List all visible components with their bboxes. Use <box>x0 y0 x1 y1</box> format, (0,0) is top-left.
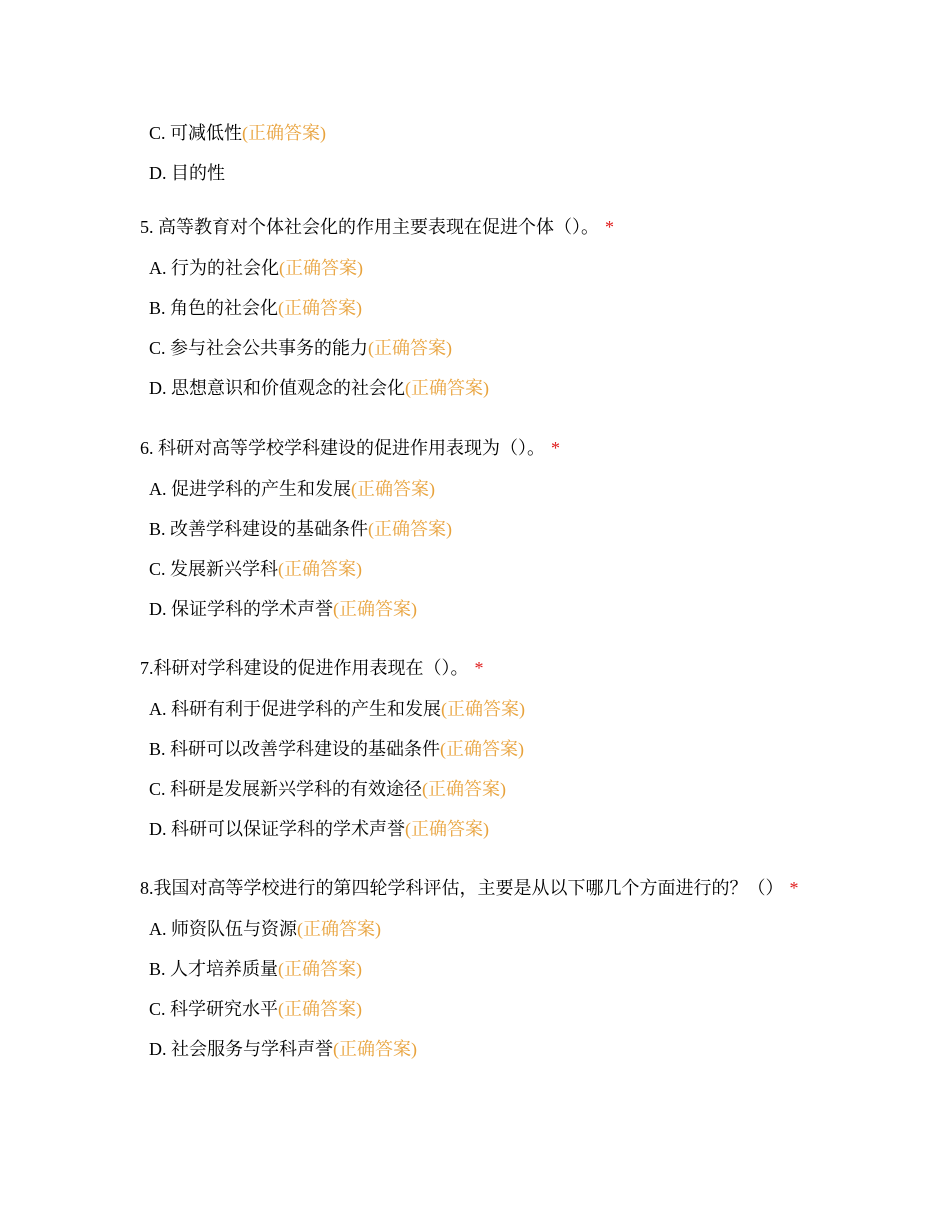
option-row <box>149 469 950 509</box>
option-row <box>149 549 950 589</box>
question-8 <box>0 872 950 1069</box>
required-mark: * <box>605 217 614 237</box>
option-letter: D. <box>149 163 167 183</box>
option-letter: B. <box>149 739 166 759</box>
question-title <box>140 432 800 464</box>
option-text: 思想意识和价值观念的社会化 <box>171 378 405 398</box>
option-row <box>149 689 950 729</box>
option-text: 发展新兴学科 <box>170 559 279 579</box>
option-text: 可减低性 <box>170 123 243 143</box>
option-row <box>149 949 950 989</box>
option-text: 社会服务与学科声誉 <box>171 1039 333 1059</box>
question-7 <box>0 652 950 849</box>
option-letter: C. <box>149 999 166 1019</box>
correct-answer-label: (正确答案) <box>368 338 453 358</box>
option-text: 科学研究水平 <box>170 999 279 1019</box>
correct-answer-label: (正确答案) <box>405 378 489 398</box>
option-row <box>149 769 950 809</box>
option-letter: D. <box>149 1039 167 1059</box>
option-letter: A. <box>149 919 167 939</box>
option-text: 目的性 <box>171 163 225 183</box>
option-row <box>149 328 950 368</box>
question-title <box>140 652 800 684</box>
correct-answer-label: (正确答案) <box>368 519 453 539</box>
correct-answer-label: (正确答案) <box>278 999 363 1019</box>
option-text: 科研有利于促进学科的产生和发展 <box>171 699 441 719</box>
option-letter: A. <box>149 699 167 719</box>
option-letter: D. <box>149 599 167 619</box>
option-letter: B. <box>149 519 166 539</box>
option-text: 行为的社会化 <box>171 258 279 278</box>
required-mark: * <box>474 658 484 678</box>
question-text: 8.我国对高等学校进行的第四轮学科评估，主要是从以下哪几个方面进行的？（） <box>140 878 784 898</box>
option-text: 科研是发展新兴学科的有效途径 <box>170 779 423 799</box>
correct-answer-label: (正确答案) <box>405 819 489 839</box>
question-5 <box>0 211 950 408</box>
option-row <box>149 288 950 328</box>
correct-answer-label: (正确答案) <box>278 959 363 979</box>
option-row <box>149 153 950 193</box>
option-row <box>149 509 950 549</box>
required-mark: * <box>789 878 799 898</box>
option-text: 人才培养质量 <box>170 959 279 979</box>
correct-answer-label: (正确答案) <box>441 699 525 719</box>
option-letter: B. <box>149 298 166 318</box>
option-row <box>149 909 950 949</box>
option-text: 科研可以改善学科建设的基础条件 <box>170 739 441 759</box>
option-letter: B. <box>149 959 166 979</box>
option-row <box>149 1029 950 1069</box>
correct-answer-label: (正确答案) <box>278 559 363 579</box>
correct-answer-label: (正确答案) <box>422 779 507 799</box>
correct-answer-label: (正确答案) <box>297 919 381 939</box>
option-text: 角色的社会化 <box>170 298 279 318</box>
option-letter: A. <box>149 479 167 499</box>
option-text: 改善学科建设的基础条件 <box>170 519 369 539</box>
correct-answer-label: (正确答案) <box>440 739 525 759</box>
option-letter: A. <box>149 258 167 278</box>
option-row <box>149 248 950 288</box>
correct-answer-label: (正确答案) <box>278 298 363 318</box>
option-row <box>149 113 950 153</box>
option-letter: C. <box>149 779 166 799</box>
option-row <box>149 809 950 849</box>
required-mark: * <box>551 438 560 458</box>
question-text: 5. 高等教育对个体社会化的作用主要表现在促进个体（）。 <box>140 217 599 237</box>
option-row <box>149 368 950 408</box>
option-text: 促进学科的产生和发展 <box>171 479 351 499</box>
option-row <box>149 989 950 1029</box>
option-letter: C. <box>149 338 166 358</box>
option-letter: C. <box>149 123 166 143</box>
option-letter: D. <box>149 819 167 839</box>
option-text: 科研可以保证学科的学术声誉 <box>171 819 405 839</box>
question-title <box>140 211 800 243</box>
option-text: 参与社会公共事务的能力 <box>170 338 369 358</box>
correct-answer-label: (正确答案) <box>333 599 417 619</box>
question-title <box>140 872 800 904</box>
option-row <box>149 729 950 769</box>
correct-answer-label: (正确答案) <box>242 123 327 143</box>
option-letter: C. <box>149 559 166 579</box>
option-row <box>149 589 950 629</box>
question-4-options-continued <box>0 113 950 193</box>
option-letter: D. <box>149 378 167 398</box>
question-text: 7.科研对学科建设的促进作用表现在（）。 <box>140 658 469 678</box>
correct-answer-label: (正确答案) <box>351 479 435 499</box>
option-text: 保证学科的学术声誉 <box>171 599 333 619</box>
correct-answer-label: (正确答案) <box>333 1039 417 1059</box>
correct-answer-label: (正确答案) <box>279 258 363 278</box>
question-text: 6. 科研对高等学校学科建设的促进作用表现为（）。 <box>140 438 545 458</box>
option-text: 师资队伍与资源 <box>171 919 297 939</box>
question-6 <box>0 432 950 629</box>
